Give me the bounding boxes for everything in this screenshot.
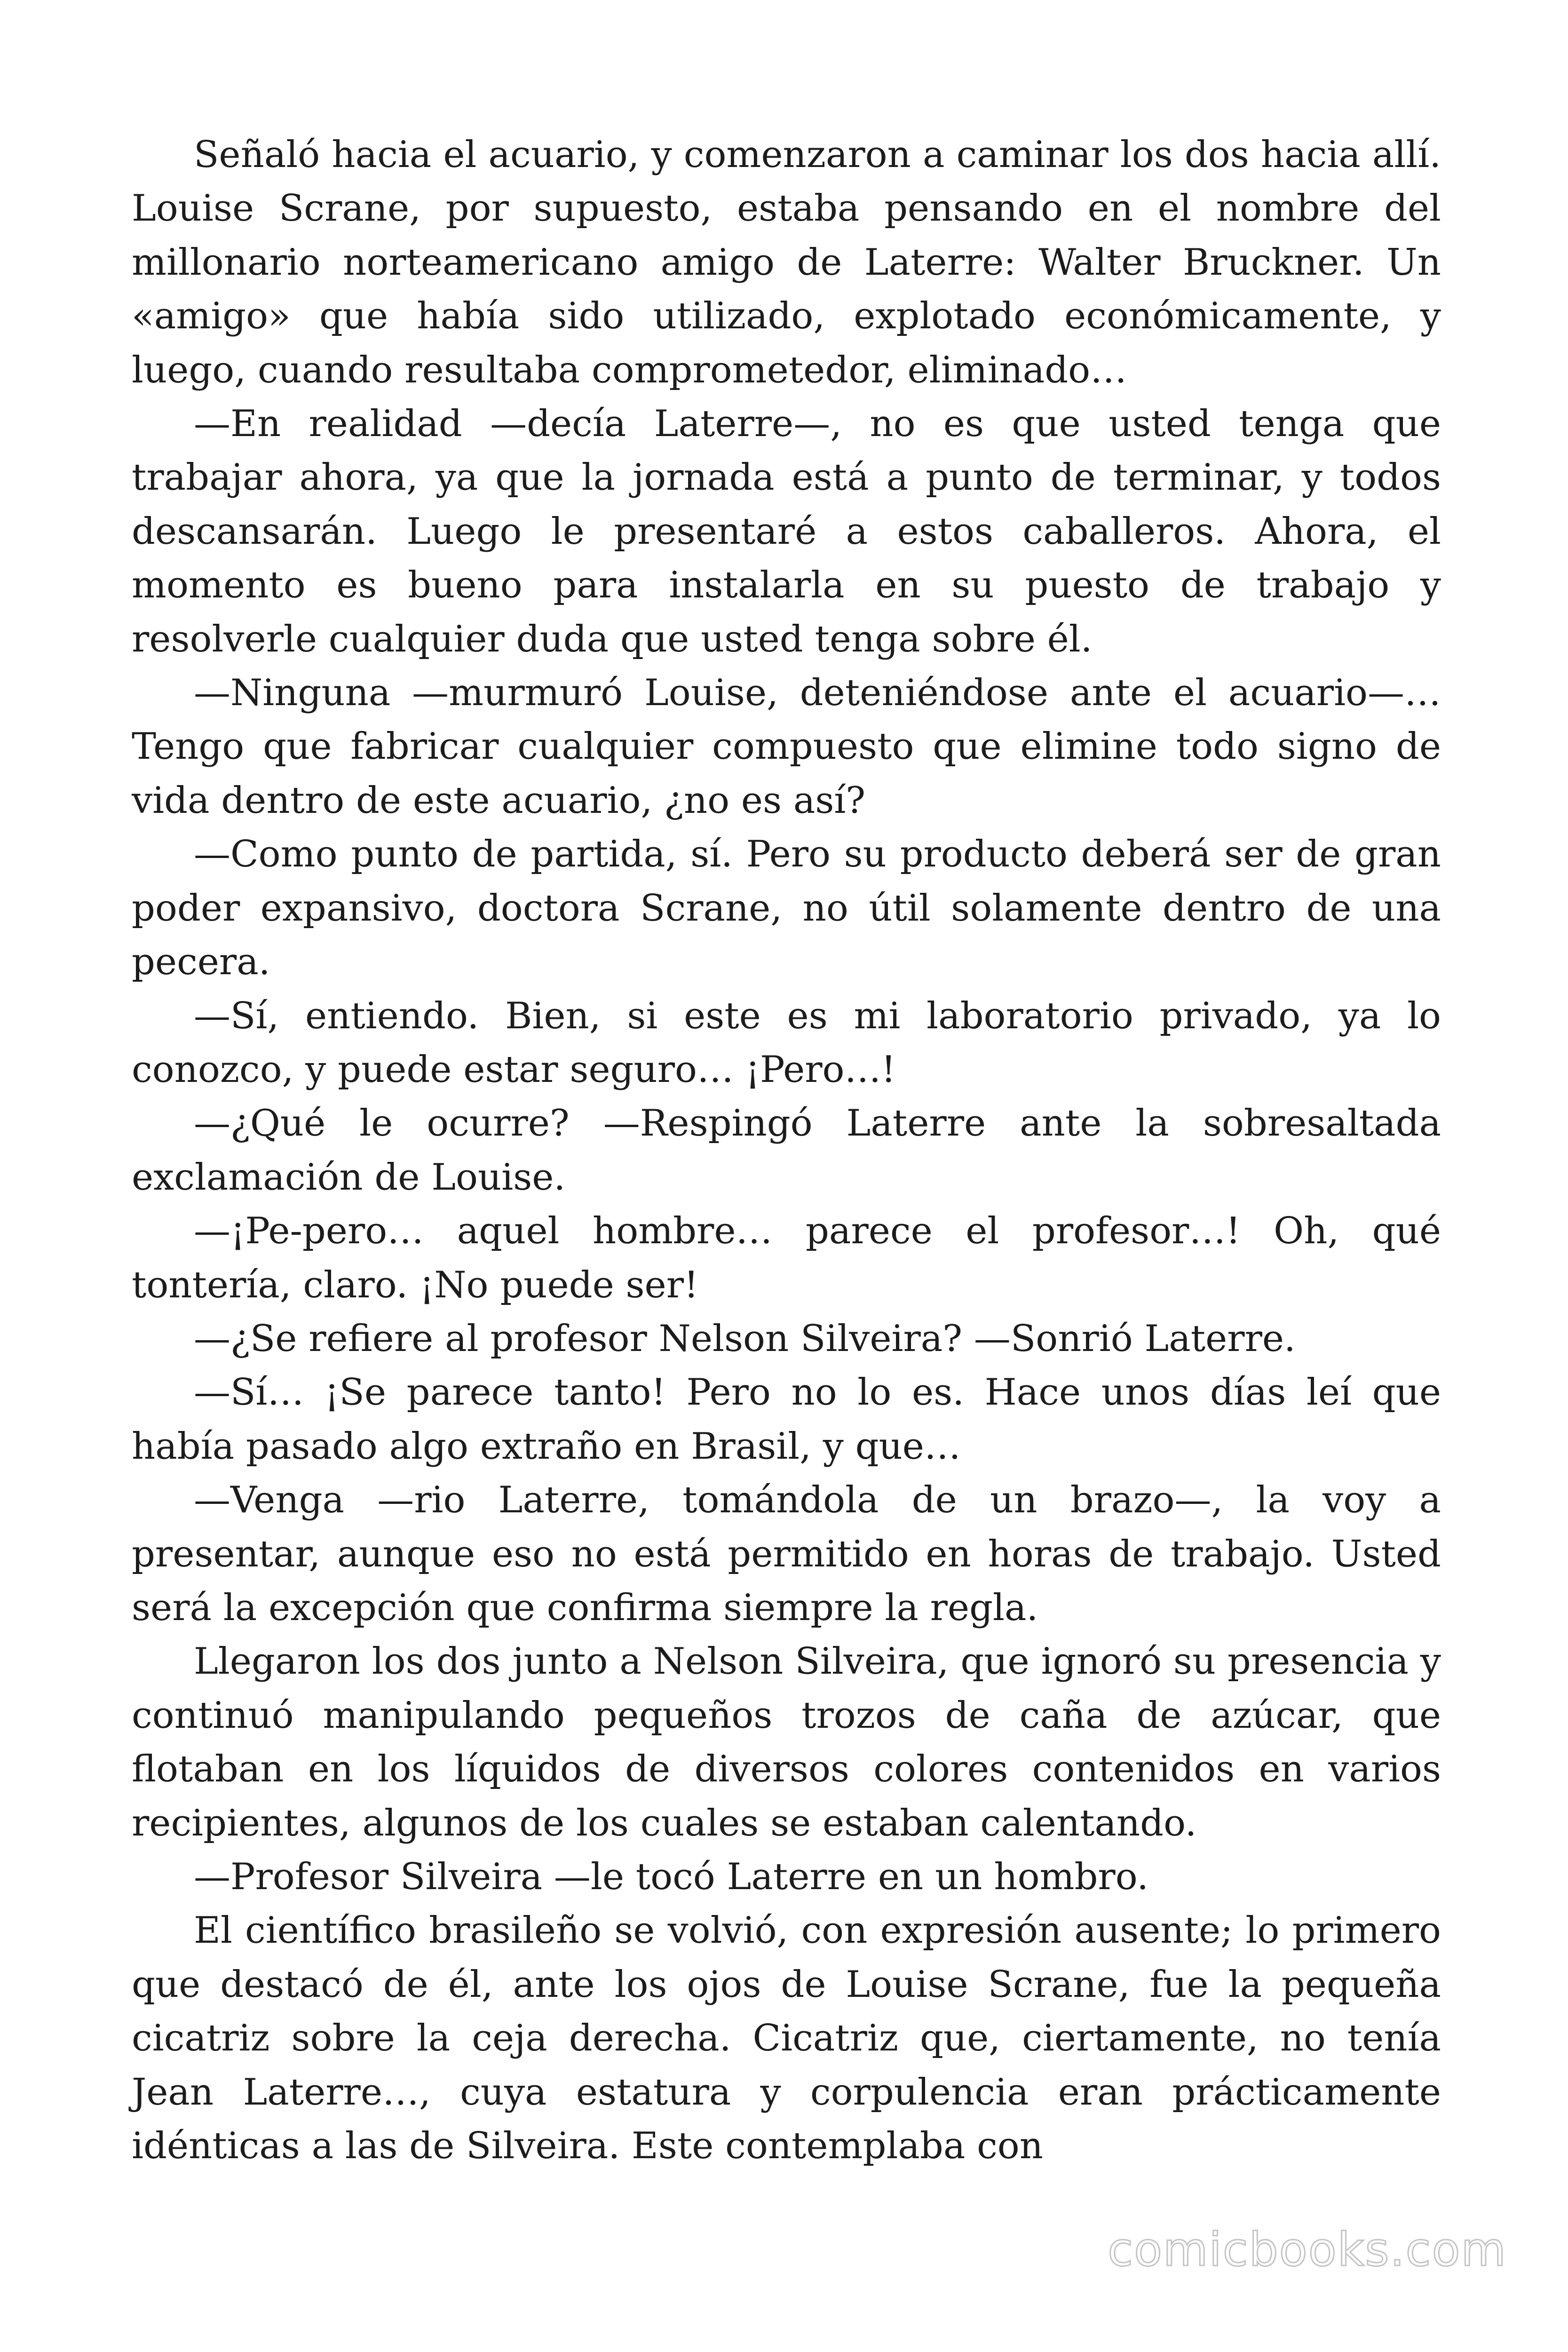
paragraph-4: —Como punto de partida, sí. Pero su producto deberá ser de gran poder expansivo, doctora Scrane, no útil solamente dentro de una pecera. — [132, 833, 1441, 984]
paragraph-1: Señaló hacia el acuario, y comenzaron a caminar los dos hacia allí. Louise Scrane, por supuesto, estaba pensando en el nombre del millonario norteamericano amigo de Laterre: Walter Bruckner. Un «amigo» que había sido utilizado, explotado económicamente, y luego, cuando resultaba comprometedor, eliminado… — [132, 134, 1441, 391]
watermark: comicbooks.com — [1108, 2223, 1507, 2277]
book-page-text — [132, 128, 1441, 2173]
paragraph-12: —Profesor Silveira —le tocó Laterre en un hombro. — [194, 1856, 1149, 1898]
paragraph-13: El científico brasileño se volvió, con expresión ausente; lo primero que destacó de él, ante los ojos de Louise Scrane, fue la pequeña cicatriz sobre la ceja derecha. Cicatriz que, ciertamente, no tenía Jean Laterre…, cuya estatura y corpulencia eran prácticamente idénticas a las de Silveira. Este contemplaba con — [132, 1909, 1441, 2168]
paragraph-8: —¿Se refiere al profesor Nelson Silveira? —Sonrió Laterre. — [194, 1317, 1296, 1360]
paragraph-11: Llegaron los dos junto a Nelson Silveira, que ignoró su presencia y continuó manipulando pequeños trozos de caña de azúcar, que flotaban en los líquidos de diversos colores contenidos en varios recipientes, algunos de los cuales se estaban calentando. — [132, 1640, 1441, 1844]
paragraph-9: —Sí… ¡Se parece tanto! Pero no lo es. Hace unos días leí que había pasado algo extraño en Brasil, y que… — [132, 1371, 1441, 1468]
paragraph-6: —¿Qué le ocurre? —Respingó Laterre ante la sobresaltada exclamación de Louise. — [132, 1102, 1441, 1199]
paragraph-3: —Ninguna —murmuró Louise, deteniéndose ante el acuario—… Tengo que fabricar cualquier compuesto que elimine todo signo de vida dentro de este acuario, ¿no es así? — [132, 672, 1441, 822]
paragraph-2: —En realidad —decía Laterre—, no es que usted tenga que trabajar ahora, ya que la jornada está a punto de terminar, y todos descansarán. Luego le presentaré a estos caballeros. Ahora, el momento es bueno para instalarla en su puesto de trabajo y resolverle cualquier duda que usted tenga sobre él. — [132, 403, 1441, 660]
paragraph-10: —Venga —rio Laterre, tomándola de un brazo—, la voy a presentar, aunque eso no está permitido en horas de trabajo. Usted será la excepción que confirma siempre la regla. — [132, 1479, 1441, 1629]
paragraph-7: —¡Pe-pero… aquel hombre… parece el profesor…! Oh, qué tontería, claro. ¡No puede ser! — [132, 1210, 1441, 1306]
paragraph-5: —Sí, entiendo. Bien, si este es mi laboratorio privado, ya lo conozco, y puede estar seguro… ¡Pero…! — [132, 994, 1441, 1091]
